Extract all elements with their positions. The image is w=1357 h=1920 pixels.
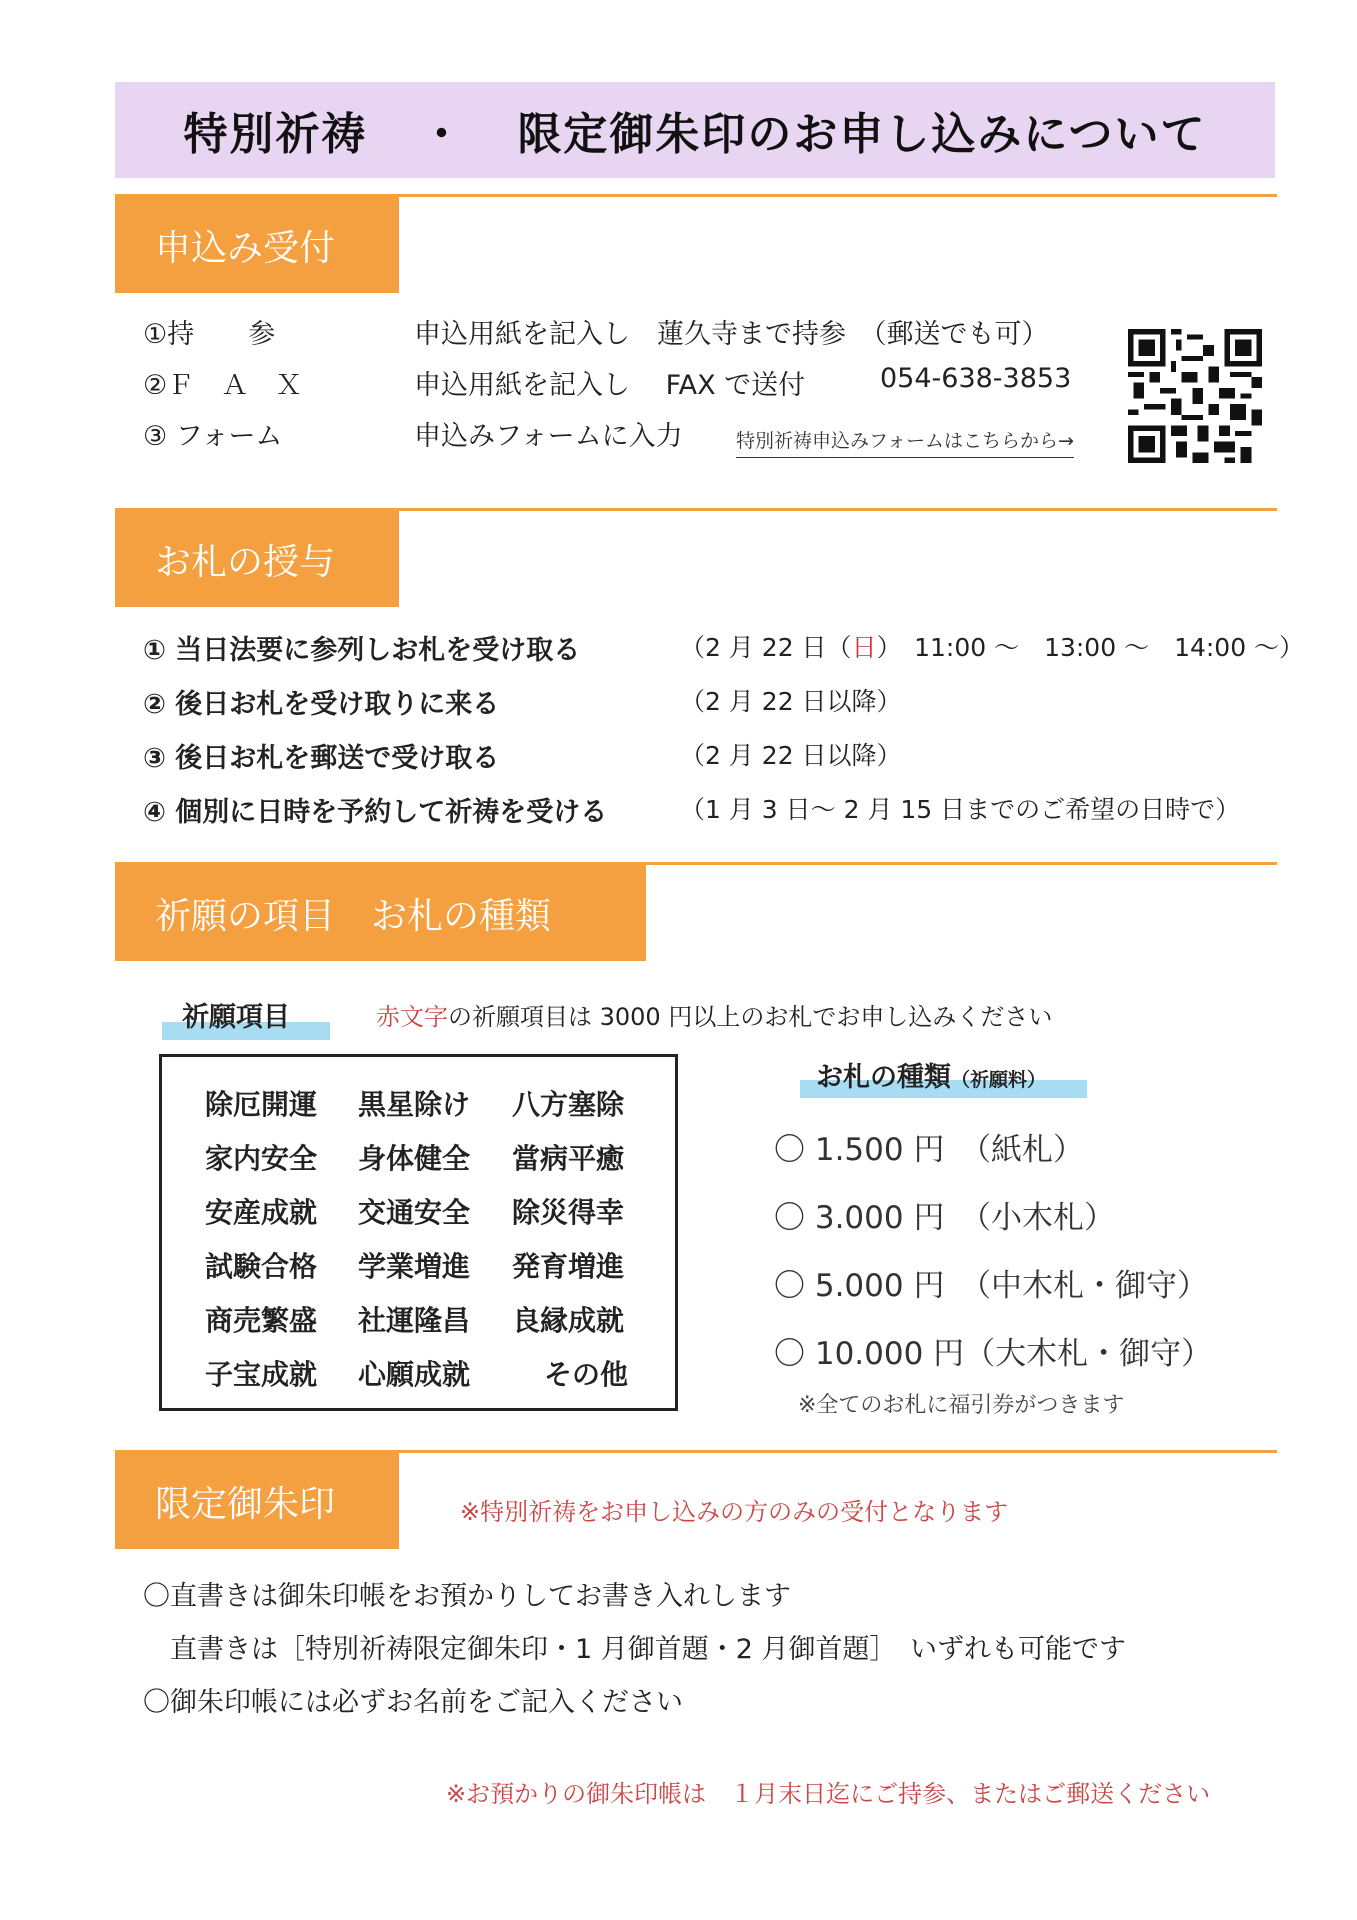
ofuda-option-3: ③ 後日お札を郵送で受け取る xyxy=(143,743,500,774)
ofuda-option-3-detail: （2 月 22 日以降） xyxy=(680,741,902,770)
gosyuin-line-3: 〇御朱印帳には必ずお名前をご記入ください xyxy=(143,1687,683,1718)
page-title-dot: ・ xyxy=(419,109,466,160)
kigan-item: 家内安全 xyxy=(205,1142,318,1175)
ofuda-option-2-detail: （2 月 22 日以降） xyxy=(680,687,902,716)
ofuda-type-4: 〇 10.000 円（大木札・御守） xyxy=(774,1336,1213,1372)
kigan-item: 子宝成就 xyxy=(205,1358,318,1391)
gosyuin-line-2: 直書きは［特別祈祷限定御朱印・1 月御首題・2 月御首題］ いずれも可能です xyxy=(143,1634,1127,1665)
page-title-right: 限定御朱印のお申し込みについて xyxy=(517,109,1207,160)
gosyuin-line-1: 〇直書きは御朱印帳をお預かりしてお書き入れします xyxy=(143,1581,791,1612)
kigan-item: 安産成就 xyxy=(205,1196,318,1229)
kigan-item: 商売繁盛 xyxy=(205,1304,318,1337)
section-header-ofuda: お札の授与 xyxy=(115,511,399,607)
kigan-item: 除災得幸 xyxy=(512,1196,625,1229)
ofuda-type-2: 〇 3.000 円 （小木札） xyxy=(774,1200,1115,1236)
apply-label-2: ②Ｆ Ａ Ｘ xyxy=(143,370,303,401)
section-header-items: 祈願の項目 お札の種類 xyxy=(115,865,646,961)
kigan-item: 身体健全 xyxy=(358,1142,471,1175)
ofuda-types-heading: お札の種類（祈願料） xyxy=(816,1062,1047,1093)
page-title-left: 特別祈祷 xyxy=(183,109,368,160)
kigan-item: 除厄開運 xyxy=(205,1088,318,1121)
weekday-sunday: 日 xyxy=(851,633,877,662)
ofuda-option-2: ② 後日お札を受け取りに来る xyxy=(143,689,500,720)
kigan-item: 八方塞除 xyxy=(512,1088,625,1121)
apply-text-2: 申込用紙を記入し FAX で送付 xyxy=(414,370,806,401)
ofuda-option-4: ④ 個別に日時を予約して祈祷を受ける xyxy=(143,797,608,828)
ofuda-type-3: 〇 5.000 円 （中木札・御守） xyxy=(774,1268,1208,1304)
kigan-note: 赤文字の祈願項目は 3000 円以上のお札でお申し込みください xyxy=(376,1003,1053,1031)
fax-number: 054-638-3853 xyxy=(880,363,1072,394)
form-link[interactable]: 特別祈祷申込みフォームはこちらから→ xyxy=(736,426,1074,458)
section-header-gosyuin: 限定御朱印 xyxy=(115,1453,399,1549)
kigan-item: 交通安全 xyxy=(358,1196,471,1229)
ofuda-option-4-detail: （1 月 3 日～ 2 月 15 日までのご希望の日時で） xyxy=(680,795,1241,824)
ofuda-option-1: ① 当日法要に参列しお札を受け取る xyxy=(143,635,581,666)
kigan-item: 黒星除け xyxy=(358,1088,471,1121)
kigan-item: 當病平癒 xyxy=(512,1142,625,1175)
gosyuin-note: ※特別祈祷をお申し込みの方のみの受付となります xyxy=(460,1498,1009,1526)
apply-label-1: ①持 参 xyxy=(143,319,276,350)
kigan-item: 良縁成就 xyxy=(512,1304,625,1337)
kigan-item: その他 xyxy=(544,1358,629,1391)
qr-code-icon[interactable] xyxy=(1128,325,1262,467)
apply-label-3: ③ フォーム xyxy=(143,421,283,452)
page-title-band xyxy=(115,82,1275,178)
ofuda-option-1-detail: （2 月 22 日（日） 11:00 ～ 13:00 ～ 14:00 ～） xyxy=(680,633,1305,662)
gosyuin-footer-note: ※お預かりの御朱印帳は １月末日迄にご持参、またはご郵送ください xyxy=(446,1780,1211,1808)
ofuda-types-note: ※全てのお札に福引券がつきます xyxy=(798,1393,1125,1418)
apply-text-3: 申込みフォームに入力 xyxy=(414,421,683,452)
kigan-item: 試験合格 xyxy=(205,1250,318,1283)
kigan-heading: 祈願項目 xyxy=(182,1002,290,1033)
kigan-item: 発育増進 xyxy=(512,1250,625,1283)
kigan-item: 社運隆昌 xyxy=(358,1304,471,1337)
kigan-item: 心願成就 xyxy=(358,1358,471,1391)
apply-text-1: 申込用紙を記入し 蓮久寺まで持参 （郵送でも可） xyxy=(414,319,1049,350)
kigan-item: 学業増進 xyxy=(358,1250,471,1283)
section-header-apply: 申込み受付 xyxy=(115,197,399,293)
ofuda-type-1: 〇 1.500 円 （紙札） xyxy=(774,1132,1084,1168)
